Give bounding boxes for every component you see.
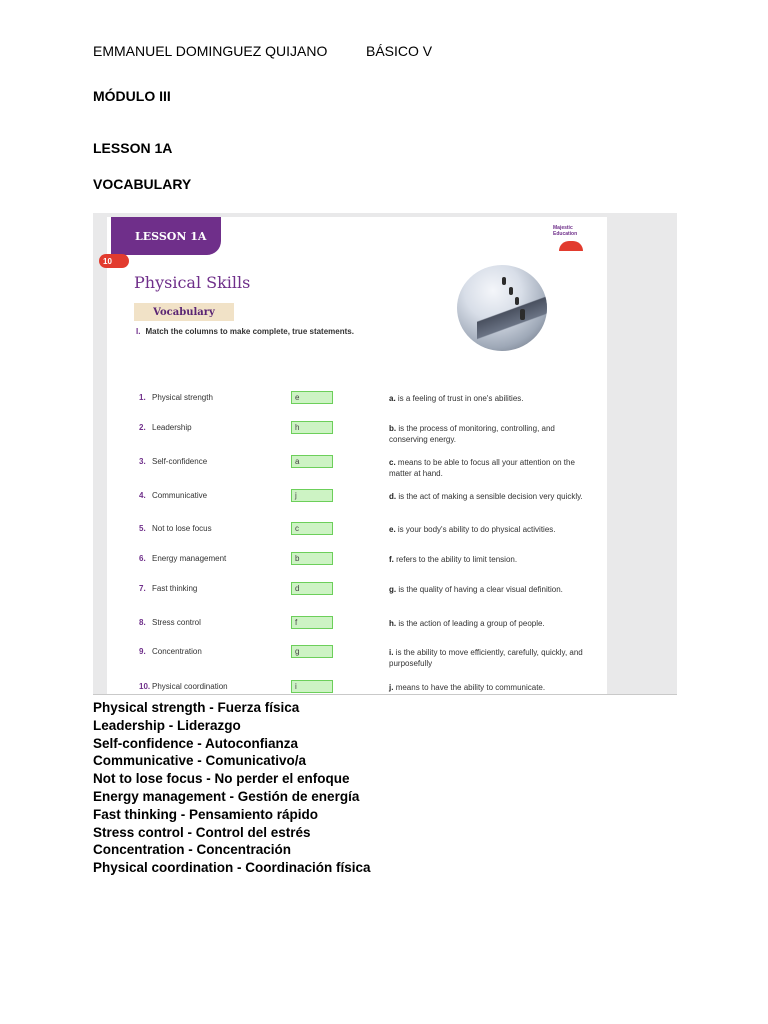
row-number: 5.	[139, 524, 146, 533]
module-heading: MÓDULO III	[93, 88, 171, 104]
answer-box[interactable]: g	[291, 645, 333, 658]
translation-line: Fast thinking - Pensamiento rápido	[93, 806, 319, 822]
row-definition	[389, 491, 589, 502]
row-definition	[389, 682, 589, 693]
row-definition	[389, 457, 589, 479]
worksheet-page	[103, 217, 607, 694]
definition-text: is the process of monitoring, controlling, and conserving energy.	[389, 424, 555, 444]
row-term: Communicative	[152, 491, 208, 500]
row-definition	[389, 393, 589, 404]
definition-text: is the action of leading a group of people.	[398, 619, 545, 628]
answer-box[interactable]: e	[291, 391, 333, 404]
row-term: Energy management	[152, 554, 227, 563]
worksheet-title: Physical Skills	[134, 273, 251, 292]
lesson-heading: LESSON 1A	[93, 140, 173, 156]
row-definition	[389, 423, 589, 445]
translation-line: Self-confidence - Autoconfianza	[93, 735, 299, 751]
definition-text: is your body's ability to do physical activities.	[397, 525, 556, 534]
answer-box[interactable]: j	[291, 489, 333, 502]
row-term: Physical coordination	[152, 682, 228, 691]
translation-line: Physical strength - Fuerza física	[93, 700, 300, 715]
definition-letter: j.	[389, 683, 394, 692]
definition-letter: c.	[389, 458, 396, 467]
definition-text: means to have the ability to communicate.	[395, 683, 546, 692]
row-definition	[389, 554, 589, 565]
answer-box[interactable]: i	[291, 680, 333, 693]
row-number: 7.	[139, 584, 146, 593]
instruction-text: Match the columns to make complete, true statements.	[145, 327, 354, 336]
translations-list	[93, 699, 371, 877]
row-number: 1.	[139, 393, 146, 402]
definition-letter: f.	[389, 555, 394, 564]
definition-letter: h.	[389, 619, 397, 628]
definition-letter: d.	[389, 492, 397, 501]
row-number: 4.	[139, 491, 146, 500]
course-level: BÁSICO V	[366, 43, 433, 59]
row-number: 8.	[139, 618, 146, 627]
mountain-climbers-photo	[457, 265, 547, 351]
definition-letter: b.	[389, 424, 397, 433]
row-number: 10.	[139, 682, 151, 691]
row-definition	[389, 524, 589, 535]
answer-box[interactable]: c	[291, 522, 333, 535]
answer-box[interactable]: h	[291, 421, 333, 434]
row-term: Concentration	[152, 647, 202, 656]
definition-text: means to be able to focus all your attention on the matter at hand.	[389, 458, 575, 478]
answer-box[interactable]: a	[291, 455, 333, 468]
student-name: EMMANUEL DOMINGUEZ QUIJANO	[93, 43, 328, 59]
translation-line: Stress control - Control del estrés	[93, 824, 311, 840]
row-definition	[389, 618, 589, 629]
logo-text: Majestic Education	[553, 225, 578, 237]
row-number: 2.	[139, 423, 146, 432]
logo-arc-icon	[559, 241, 583, 251]
section-heading: VOCABULARY	[93, 176, 192, 192]
definition-text: is the ability to move efficiently, carefully, quickly, and purposefully	[389, 648, 583, 668]
row-term: Fast thinking	[152, 584, 198, 593]
definition-text: refers to the ability to limit tension.	[396, 555, 518, 564]
definition-text: is a feeling of trust in one's abilities.	[397, 394, 524, 403]
lesson-tab: LESSON 1A	[111, 217, 221, 255]
translation-line: Not to lose focus - No perder el enfoque	[93, 771, 350, 787]
translation-line: Leadership - Liderazgo	[93, 717, 241, 733]
page-number-badge: 10	[99, 254, 129, 268]
row-term: Stress control	[152, 618, 201, 627]
row-definition	[389, 584, 589, 595]
translation-line: Communicative - Comunicativo/a	[93, 753, 307, 769]
definition-letter: a.	[389, 394, 396, 403]
vocabulary-pill: Vocabulary	[134, 303, 234, 321]
answer-box[interactable]: b	[291, 552, 333, 565]
translation-line: Concentration - Concentración	[93, 842, 292, 858]
worksheet-screenshot	[93, 213, 677, 695]
row-term: Physical strength	[152, 393, 213, 402]
row-definition	[389, 647, 589, 669]
definition-letter: e.	[389, 525, 396, 534]
answer-box[interactable]: f	[291, 616, 333, 629]
definition-text: is the quality of having a clear visual definition.	[398, 585, 563, 594]
row-term: Not to lose focus	[152, 524, 212, 533]
row-term: Self-confidence	[152, 457, 208, 466]
publisher-logo	[553, 225, 597, 255]
row-term: Leadership	[152, 423, 192, 432]
row-number: 9.	[139, 647, 146, 656]
row-number: 6.	[139, 554, 146, 563]
translation-line: Energy management - Gestión de energía	[93, 788, 360, 804]
instruction-number: I.	[136, 327, 141, 336]
definition-letter: i.	[389, 648, 394, 657]
row-number: 3.	[139, 457, 146, 466]
answer-box[interactable]: d	[291, 582, 333, 595]
translation-line: Physical coordination - Coordinación física	[93, 860, 371, 876]
definition-letter: g.	[389, 585, 397, 594]
definition-text: is the act of making a sensible decision very quickly.	[398, 492, 583, 501]
instruction	[136, 327, 354, 336]
